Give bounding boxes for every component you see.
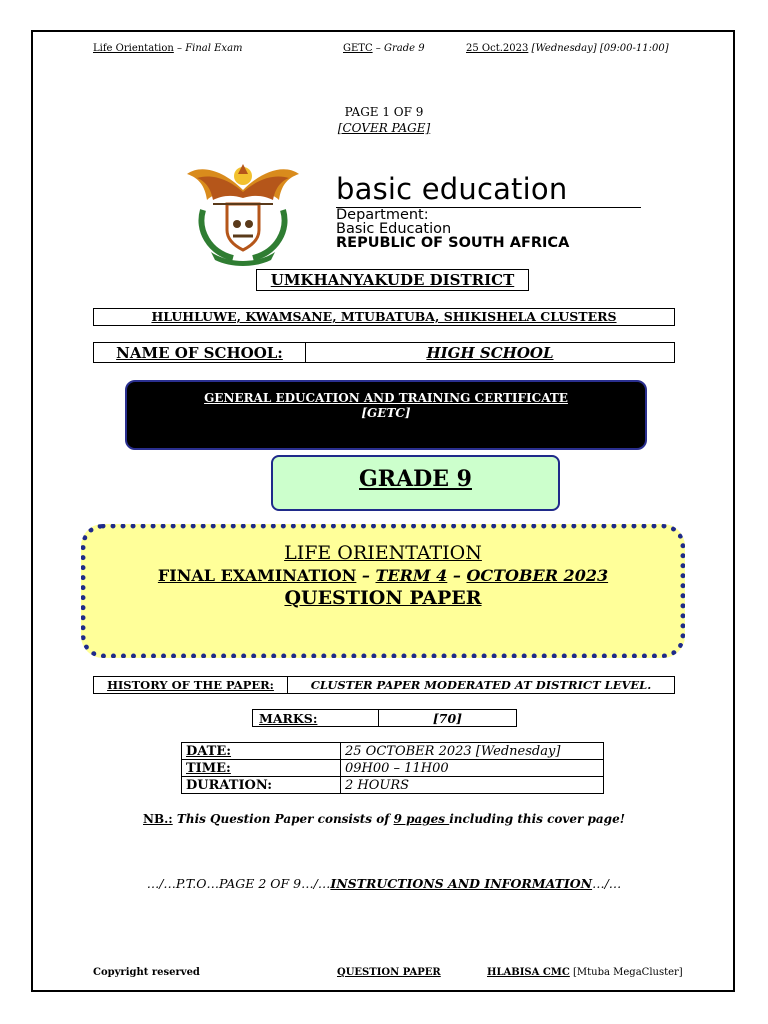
certificate-name: GENERAL EDUCATION AND TRAINING CERTIFICATE	[204, 391, 568, 405]
header-exam-text: – Final Exam	[177, 43, 243, 54]
district-box	[256, 269, 529, 291]
date-value: 25 OCTOBER 2023 [Wednesday]	[341, 743, 604, 760]
footer-copyright: Copyright reserved	[93, 967, 200, 978]
exam-line	[86, 566, 680, 585]
grade-label: GRADE 9	[359, 466, 472, 492]
history-row	[93, 676, 675, 694]
exam-dash-2: –	[447, 566, 467, 585]
certificate-box	[125, 380, 647, 450]
pto-line	[93, 876, 675, 891]
duration-value: 2 HOURS	[341, 777, 604, 794]
exam-term: TERM 4	[375, 566, 448, 585]
header-date-text: 25 Oct.2023	[466, 43, 529, 54]
nb-note	[93, 812, 675, 826]
nb-text-1: This Question Paper consists of	[172, 812, 394, 826]
clusters-text: HLUHLUWE, KWAMSANE, MTUBATUBA, SHIKISHELA CLUSTERS	[151, 309, 617, 324]
header-subject	[93, 43, 243, 54]
exam-month: OCTOBER 2023	[466, 566, 609, 585]
page-number: PAGE 1 OF 9	[344, 105, 424, 119]
details-table	[181, 742, 604, 794]
school-row	[93, 342, 675, 363]
nb-pages: 9 pages	[393, 812, 450, 826]
footer-center: QUESTION PAPER	[337, 967, 441, 978]
header-subject-text: Life Orientation	[93, 43, 174, 54]
exam-name: FINAL EXAMINATION	[157, 566, 357, 585]
logo-subtitle	[336, 208, 569, 250]
dbe-logo	[183, 160, 645, 266]
coat-of-arms-icon	[183, 160, 303, 266]
nb-text-2: including this cover page!	[449, 812, 625, 826]
time-value: 09H00 – 11H00	[341, 760, 604, 777]
certificate-abbr: [GETC]	[361, 406, 411, 420]
footer-cmc: HLABISA CMC	[487, 967, 570, 978]
marks-label: MARKS:	[253, 710, 379, 726]
pto-emphasis: INSTRUCTIONS AND INFORMATION	[330, 876, 593, 891]
details-row-duration	[182, 777, 604, 794]
history-value: CLUSTER PAPER MODERATED AT DISTRICT LEVEL.	[310, 678, 652, 692]
exam-title-box	[81, 524, 685, 658]
details-row-date	[182, 743, 604, 760]
date-label: DATE:	[182, 743, 341, 760]
logo-line3: REPUBLIC OF SOUTH AFRICA	[336, 235, 570, 251]
header-date	[466, 43, 669, 54]
marks-row	[252, 709, 517, 727]
logo-title: basic education	[336, 172, 568, 206]
logo-line1: Department:	[336, 207, 429, 223]
cover-page-label: [COVER PAGE]	[337, 121, 431, 135]
exam-dash-1: –	[356, 566, 376, 585]
paper-type: QUESTION PAPER	[284, 587, 482, 609]
header-grade	[343, 43, 425, 54]
district-name: UMKHANYAKUDE DISTRICT	[270, 271, 515, 289]
duration-label: DURATION:	[182, 777, 341, 794]
header-grade-text: – Grade 9	[375, 43, 425, 54]
footer-right	[487, 967, 683, 978]
details-row-time	[182, 760, 604, 777]
pto-prefix: …/…P.T.O…PAGE 2 OF 9…/…	[146, 876, 331, 891]
time-label: TIME:	[182, 760, 341, 777]
pto-suffix: …/…	[592, 876, 622, 891]
school-label: NAME OF SCHOOL:	[94, 343, 306, 362]
header-cert-text: GETC	[343, 43, 373, 54]
footer-cluster: [Mtuba MegaCluster]	[569, 967, 683, 978]
grade-box	[271, 455, 560, 511]
history-label: HISTORY OF THE PAPER:	[94, 677, 288, 693]
marks-value: [70]	[432, 710, 463, 726]
clusters-box	[93, 308, 675, 326]
header-daytime-text: [Wednesday] [09:00-11:00]	[531, 43, 669, 54]
subject-title: LIFE ORIENTATION	[284, 542, 482, 564]
logo-line2: Basic Education	[336, 221, 452, 237]
school-value: HIGH SCHOOL	[426, 343, 554, 362]
nb-label: NB.:	[143, 812, 173, 826]
page-number-block	[284, 104, 484, 136]
